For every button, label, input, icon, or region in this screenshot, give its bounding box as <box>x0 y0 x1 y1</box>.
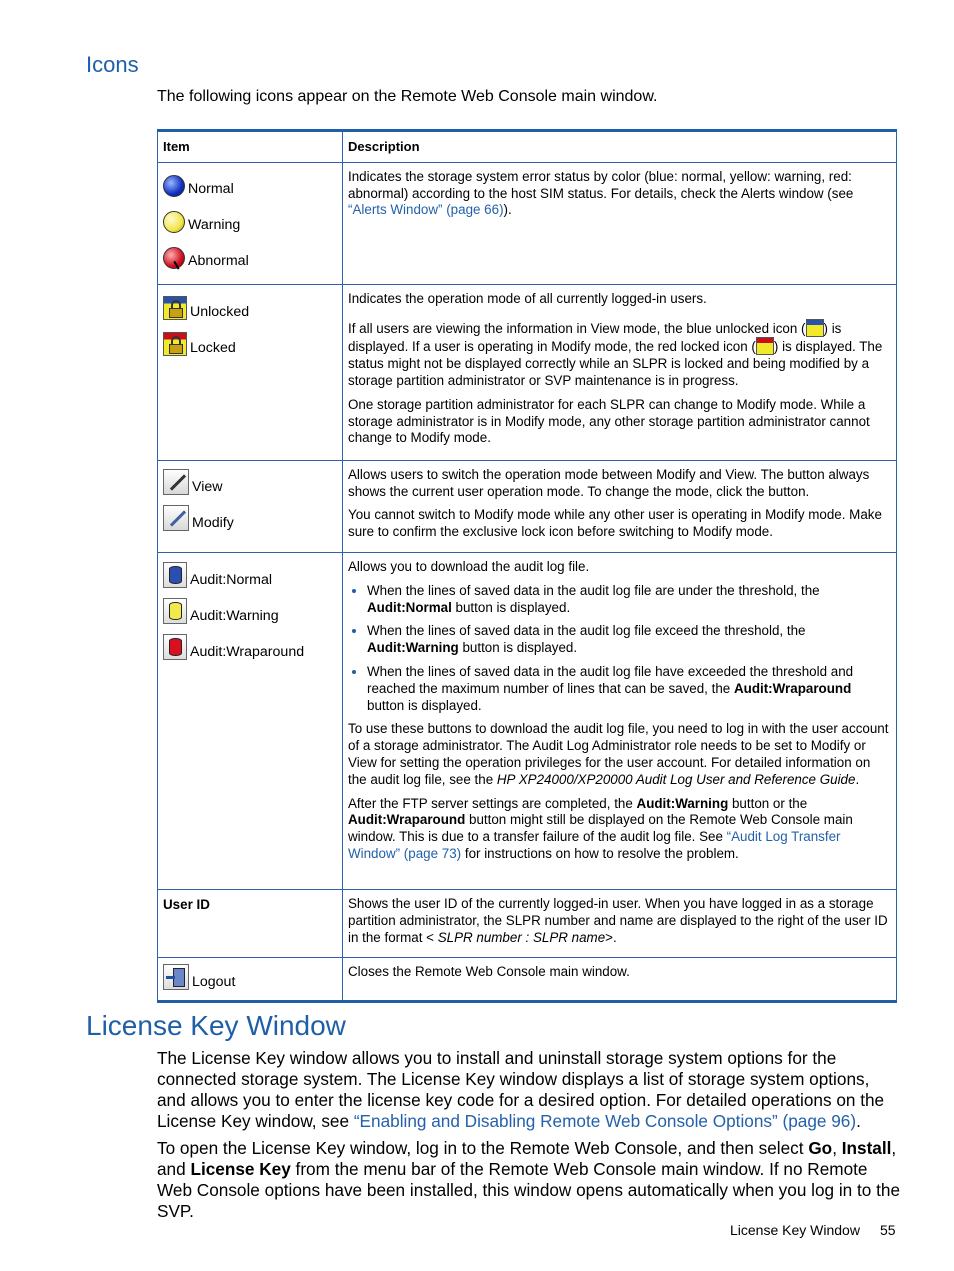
status-description: Indicates the storage system error status by color (blue: normal, yellow: warning, red: abnormal) according to the host SIM status. For details, check the Alerts window (see “Alerts Window” (page 66)). <box>348 168 854 218</box>
lock-desc-1: Indicates the operation mode of all currently logged-in users. <box>348 290 707 306</box>
col-header-item: Item <box>158 131 343 163</box>
audit-wraparound-item: Audit:Wraparound <box>163 632 337 660</box>
section-heading-icons: Icons <box>86 52 139 77</box>
audit-desc-3: After the FTP server settings are completed, the Audit:Warning button or the Audit:Wraparound button might still be displayed on the Remote Web Console main window. This is due to a transfer failure of the audit log file. See “Audit Log Transfer Window” (page 73) for instructions on how to resolve the problem. <box>348 795 853 861</box>
status-normal-item: Normal <box>163 169 337 197</box>
mode-desc-1: Allows users to switch the operation mode between Modify and View. The button always shows the current user operation mode. To change the mode, click the button. <box>348 466 870 499</box>
lock-desc-2: If all users are viewing the information in View mode, the blue unlocked icon ( ) is displayed. If a user is operating in Modify mode, the red locked icon ( ) is displayed. The status might not be displayed correctly while an SLPR is locked and being modified by a storage partition administrator or SVP maintenance is in progress. <box>348 320 883 388</box>
yellow-ball-icon <box>163 211 185 233</box>
audit-bullet-list <box>348 583 891 715</box>
alerts-window-link[interactable]: “Alerts Window” (page 66) <box>348 202 504 218</box>
table-row <box>158 284 897 460</box>
license-key-window-heading: License Key Window <box>86 1010 346 1041</box>
audit-desc-2: To use these buttons to download the audit log file, you need to log in with the user account of a storage administrator. The Audit Log Administrator role needs to be set to Modify or View for setting the operation privileges for the user account. For detailed information on the audit log file, see the HP XP24000/XP20000 Audit Log User and Reference Guide. <box>348 721 889 787</box>
intro-text: The following icons appear on the Remote Web Console main window. <box>157 88 658 105</box>
locked-inline-icon <box>756 337 774 355</box>
locked-item: Locked <box>163 328 337 356</box>
list-item: • When the lines of saved data in the audit log file have exceeded the threshold and reached the maximum number of lines that can be saved, the Audit:Wraparound button is displayed. <box>367 664 891 714</box>
icons-table <box>157 129 897 1003</box>
table-row <box>158 162 897 284</box>
col-header-description: Description <box>343 131 897 163</box>
table-row <box>158 889 897 957</box>
enabling-options-link[interactable]: “Enabling and Disabling Remote Web Console Options” (page 96) <box>353 1111 857 1131</box>
unlocked-item: Unlocked <box>163 292 337 320</box>
status-warning-item: Warning <box>163 205 337 233</box>
audit-normal-item: Audit:Normal <box>163 560 337 588</box>
modify-item: Modify <box>163 503 337 531</box>
table-header-row <box>158 131 897 163</box>
unlocked-inline-icon <box>806 319 824 337</box>
table-row <box>158 958 897 1002</box>
audit-warning-icon <box>163 598 187 624</box>
red-ball-icon <box>163 247 185 269</box>
modify-pen-icon <box>163 505 189 531</box>
page-number: 55 <box>879 1222 896 1238</box>
locked-icon <box>163 332 187 356</box>
audit-wraparound-icon <box>163 634 187 660</box>
mode-desc-2: You cannot switch to Modify mode while any other user is operating in Modify mode. Make sure to confirm the exclusive lock icon before switching to Modify mode. <box>348 507 882 540</box>
footer-title: License Key Window <box>730 1222 860 1238</box>
userid-item-label: User ID <box>163 896 210 912</box>
list-item: • When the lines of saved data in the audit log file exceed the threshold, the Audit:Warning button is displayed. <box>367 623 891 657</box>
lock-desc-3: One storage partition administrator for each SLPR can change to Modify mode. While a storage administrator is in Modify mode, any other storage partition administrator cannot change to Modify mode. <box>348 396 870 446</box>
view-item: View <box>163 467 337 495</box>
page-footer <box>730 1222 896 1238</box>
list-item: • When the lines of saved data in the audit log file are under the threshold, the Audit:Normal button is displayed. <box>367 583 891 617</box>
unlocked-icon <box>163 296 187 320</box>
status-abnormal-item: Abnormal <box>163 241 337 269</box>
logout-item: Logout <box>163 962 337 990</box>
logout-description: Closes the Remote Web Console main window. <box>348 964 630 980</box>
audit-log-transfer-link[interactable]: “Audit Log Transfer Window” (page 73) <box>348 829 841 861</box>
table-row <box>158 460 897 552</box>
lkw-paragraph-2: To open the License Key window, log in to the Remote Web Console, and then select Go, Install, and License Key from the menu bar of the Remote Web Console main window. If no Remote Web Console options have been installed, this window opens automatically when you log in to the SVP. <box>157 1138 901 1221</box>
blue-ball-icon <box>163 175 185 197</box>
view-pen-icon <box>163 469 189 495</box>
audit-warning-item: Audit:Warning <box>163 596 337 624</box>
logout-door-icon <box>163 964 189 990</box>
userid-description: Shows the user ID of the currently logged-in user. When you have logged in as a storage partition administrator, the SLPR number and name are displayed to the right of the user ID in the format < SLPR number : SLPR name>. <box>348 895 888 945</box>
audit-normal-icon <box>163 562 187 588</box>
lkw-paragraph-1: The License Key window allows you to install and uninstall storage system options for the connected storage system. The License Key window displays a list of storage system options, and allows you to enter the license key code for a desired option. For detailed operations on the License Key window, see “Enabling and Disabling Remote Web Console Options” (page 96). <box>157 1048 885 1131</box>
table-row <box>158 552 897 889</box>
audit-desc-1: Allows you to download the audit log file. <box>348 558 590 574</box>
